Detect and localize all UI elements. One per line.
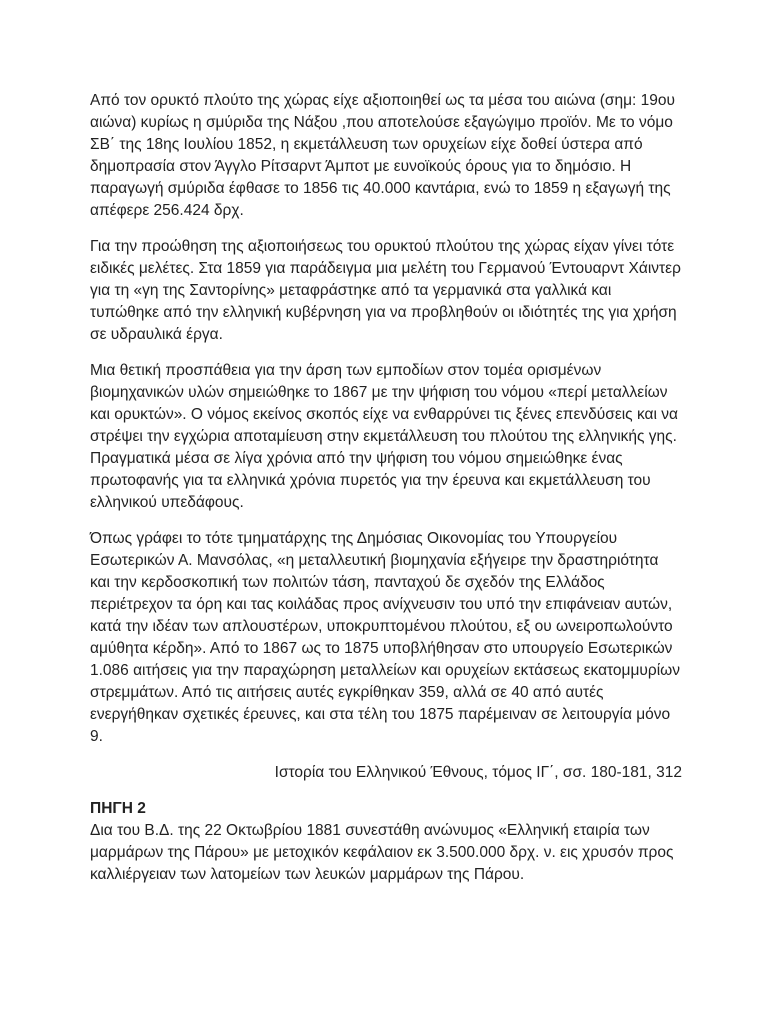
- source-heading: ΠΗΓΗ 2: [90, 800, 146, 817]
- paragraph-mining-law: Μια θετική προσπάθεια για την άρση των εμποδίων στον τομέα ορισμένων βιομηχανικών υλών σημειώθηκε το 1867 με την ψήφιση του νόμου «περί μεταλλείων και ορυκτών». Ο νόμος εκείνος σκοπός είχε να ενθαρρύνει τις ξένες επενδύσεις και να στρέψει την εγχώρια αποταμίευση στην εκμετάλλευση του πλούτου της ελληνικής γης. Πραγματικά μέσα σε λίγα χρόνια από την ψήφιση του νόμου σημειώθηκε ένας πρωτοφανής για τα ελληνικά χρόνια πυρετός για την έρευνα και εκμετάλλευση του ελληνικού υπεδάφους.: [90, 362, 678, 511]
- paragraph-smyrida: Από τον ορυκτό πλούτο της χώρας είχε αξιοποιηθεί ως τα μέσα του αιώνα (σημ: 19ου αιώνα) κυρίως η σμύριδα της Νάξου ,που αποτελούσε εξαγώγιμο προϊόν. Με το νόμο ΣΒ΄ της 18ης Ιουλίου 1852, η εκμετάλλευση των ορυχείων είχε δοθεί ύστερα από δημοπρασία στον Άγγλο Ρίτσαρντ Άμποτ με ευνοϊκούς όρους για το δημόσιο. Η παραγωγή σμύριδα έφθασε το 1856 τις 40.000 καντάρια, ενώ το 1859 η εξαγωγή της απέφερε 256.424 δρχ.: [90, 92, 675, 219]
- source-text: Δια του Β.Δ. της 22 Οκτωβρίου 1881 συνεστάθη ανώνυμος «Ελληνική εταιρία των μαρμάρων της Πάρου» με μετοχικόν κεφάλαιον εκ 3.500.000 δρχ. ν. εις χρυσόν προς καλλιέργειαν των λατομείων των λευκών μαρμάρων της Πάρου.: [90, 822, 674, 883]
- paragraph-mansolas-quote: Όπως γράφει το τότε τμηματάρχης της Δημόσιας Οικονομίας του Υπουργείου Εσωτερικών Α. Μανσόλας, «η μεταλλευτική βιομηχανία εξήγειρε την δραστηριότητα και την κερδοσκοπική των πολιτών τάση, πανταχού δε σχεδόν της Ελλάδος περιέτρεχον τα όρη και τας κοιλάδας προς ανίχνευσιν του υπό την επιφάνειαν αυτών, κατά την ιδέαν των απλουστέρων, υποκρυπτομένου πλούτου, εξ ου ωνειροπωλούντο αμύθητα κέρδη». Από το 1867 ως το 1875 υποβλήθησαν στο υπουργείο Εσωτερικών 1.086 αιτήσεις για την παραχώρηση μεταλλείων και ορυχείων εκτάσεως εκατομμυρίων στρεμμάτων. Από τις αιτήσεις αυτές εγκρίθηκαν 359, αλλά σε 40 από αυτές ενεργήθηκαν σχετικές έρευνες, και στα τέλη του 1875 παρέμειναν σε λειτουργία μόνο 9.: [90, 530, 680, 745]
- source-citation: Ιστορία του Ελληνικού Έθνους, τόμος ΙΓ΄, σσ. 180-181, 312: [274, 764, 682, 781]
- document-page: [90, 90, 682, 886]
- paragraph-studies: Για την προώθηση της αξιοποιήσεως του ορυκτού πλούτου της χώρας είχαν γίνει τότε ειδικές μελέτες. Στα 1859 για παράδειγμα μια μελέτη του Γερμανού Έντουαρντ Χάιντερ για τη «γη της Σαντορίνης» μεταφράστηκε από τα γερμανικά στα γαλλικά και τυπώθηκε από την ελληνική κυβέρνηση για να προβληθούν οι ιδιότητές της για χρήση σε υδραυλικά έργα.: [90, 238, 681, 343]
